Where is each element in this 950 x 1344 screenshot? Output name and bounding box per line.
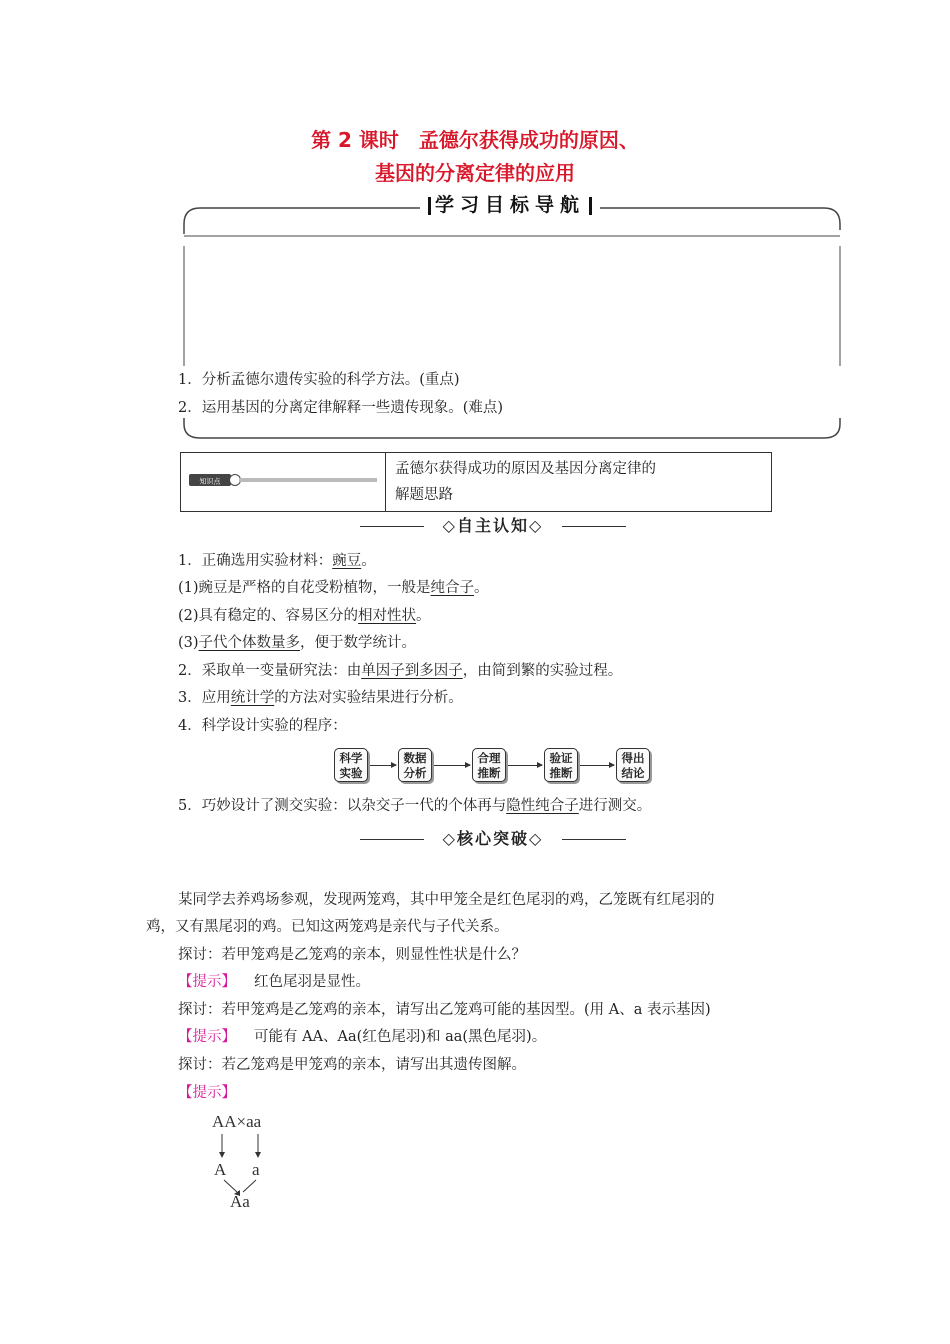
flow-arrow — [434, 765, 470, 766]
core-question-3: 探讨：若乙笼鸡是甲笼鸡的亲本，请写出其遗传图解。 — [178, 1057, 526, 1073]
self-study-line-1: 1．正确选用实验材料：豌豆。 — [178, 553, 376, 569]
knowledge-point-title — [395, 456, 656, 508]
hint-label: 【提示】 — [178, 1029, 236, 1045]
hint-label: 【提示】 — [178, 974, 236, 990]
flow-step-5: 得出 结论 — [616, 748, 650, 782]
cross-parents: AA×aa — [212, 1112, 262, 1131]
section-heading-self-study — [360, 515, 626, 537]
flow-step-3: 合理 推断 — [472, 748, 506, 782]
knowledge-point-badge-text: 知识点 — [199, 477, 221, 486]
self-study-line-5: 2．采取单一变量研究法：由单因子到多因子，由简到繁的实验过程。 — [178, 663, 623, 679]
self-study-line-4: (3)子代个体数量多，便于数学统计。 — [178, 635, 417, 651]
flow-arrow — [580, 765, 614, 766]
goal-item-2: 2．运用基因的分离定律解释一些遗传现象。(难点) — [178, 400, 504, 416]
flow-step-4: 验证 推断 — [544, 748, 578, 782]
core-intro-line2: 鸡，又有黑尾羽的鸡。已知这两笼鸡是亲代与子代关系。 — [146, 919, 509, 935]
hint-label: 【提示】 — [178, 1085, 236, 1101]
page-title-line2: 基因的分离定律的应用 — [375, 161, 575, 185]
genetic-cross-diagram — [212, 1110, 302, 1220]
flow-step-2: 数据 分析 — [398, 748, 432, 782]
self-study-line-8: 5．巧妙设计了测交实验：以杂交子一代的个体再与隐性纯合子进行测交。 — [178, 798, 652, 814]
flow-step-1: 科学 实验 — [334, 748, 368, 782]
page-title-line1: 第 2 课时 孟德尔获得成功的原因、 — [311, 128, 639, 152]
knowledge-point-badge-cell — [181, 453, 386, 511]
flow-arrow — [508, 765, 542, 766]
flow-arrow — [370, 765, 396, 766]
knowledge-point-badge — [189, 473, 379, 487]
self-study-line-7: 4．科学设计实验的程序： — [178, 718, 347, 734]
core-answer-2: 【提示】 可能有 AA、Aa(红色尾羽)和 aa(黑色尾羽)。 — [178, 1029, 547, 1045]
cross-offspring: Aa — [230, 1192, 250, 1211]
self-study-line-6: 3．应用统计学的方法对实验结果进行分析。 — [178, 690, 463, 706]
cross-gamete-a: a — [252, 1160, 260, 1179]
core-question-1: 探讨：若甲笼鸡是乙笼鸡的亲本，则显性性状是什么？ — [178, 947, 526, 963]
self-study-line-3: (2)具有稳定的、容易区分的相对性状。 — [178, 608, 431, 624]
self-study-line-2: (1)豌豆是严格的自花受粉植物，一般是纯合子。 — [178, 580, 489, 596]
core-answer-1: 【提示】 红色尾羽是显性。 — [178, 974, 370, 990]
section-heading-self-study-label: ◇自主认知◇ — [442, 516, 544, 535]
goals-banner-text: 学习目标导航 — [434, 194, 585, 216]
goal-item-1: 1．分析孟德尔遗传实验的科学方法。(重点) — [178, 372, 460, 388]
section-heading-core — [360, 828, 626, 850]
knowledge-point-table — [180, 452, 772, 512]
cross-gamete-A: A — [214, 1160, 227, 1179]
core-question-2: 探讨：若甲笼鸡是乙笼鸡的亲本，请写出乙笼鸡可能的基因型。(用 A、a 表示基因) — [178, 1002, 711, 1018]
core-heading-text: 核心突破 — [456, 829, 529, 848]
goals-banner — [420, 192, 600, 218]
knowledge-point-title-line2: 解题思路 — [395, 487, 453, 503]
knowledge-point-title-line1: 孟德尔获得成功的原因及基因分离定律的 — [395, 461, 656, 477]
experiment-procedure-flow — [334, 748, 652, 786]
core-intro-line1: 某同学去养鸡场参观，发现两笼鸡，其中甲笼全是红色尾羽的鸡，乙笼既有红尾羽的 — [178, 892, 715, 908]
section-heading-core-label: ◇核心突破◇ — [442, 829, 544, 848]
self-study-heading-text: 自主认知 — [456, 516, 529, 535]
core-answer-3 — [178, 1083, 236, 1103]
